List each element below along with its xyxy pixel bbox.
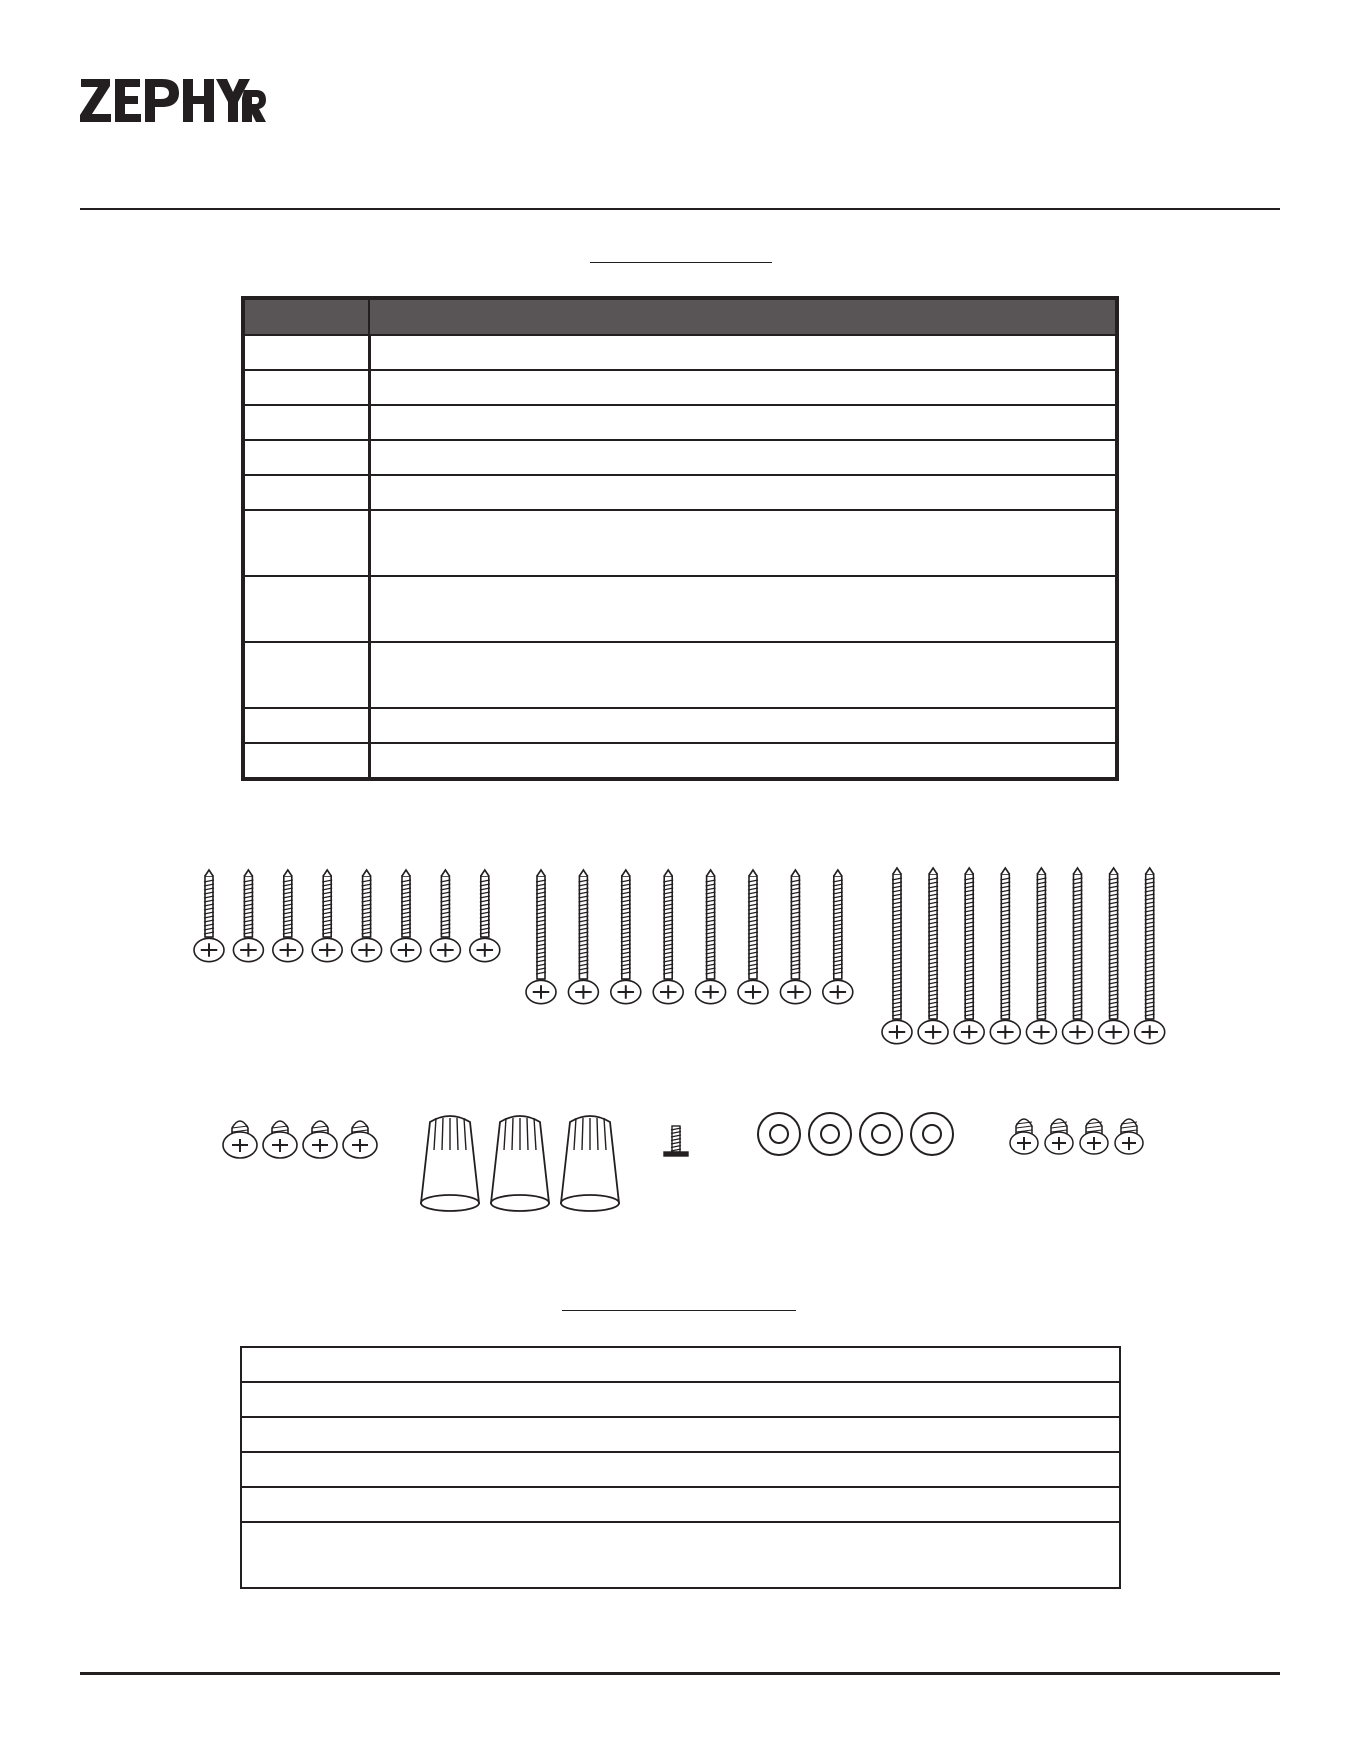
- washer-icon: [758, 1113, 800, 1155]
- phillips-screw-icon: [391, 870, 421, 962]
- ground-screw-icon: [664, 1126, 688, 1156]
- hardware-illustration: [0, 860, 1361, 1240]
- phillips-screw-icon: [1135, 868, 1165, 1044]
- phillips-screw-icon: [263, 1121, 297, 1158]
- washer-icon: [911, 1113, 953, 1155]
- slotted-screw-icon: [1045, 1119, 1073, 1154]
- phillips-screw-icon: [611, 870, 641, 1004]
- specs-table-row: [241, 1487, 1120, 1522]
- phillips-screw-icon: [312, 870, 342, 962]
- part-description-cell: [369, 405, 1117, 440]
- phillips-screw-icon: [780, 870, 810, 1004]
- part-label-cell: [243, 642, 369, 708]
- part-description-cell: [369, 335, 1117, 370]
- spec-value-cell: [241, 1487, 1120, 1522]
- part-description-cell: [369, 576, 1117, 642]
- washer-icon: [860, 1113, 902, 1155]
- part-label-cell: [243, 708, 369, 743]
- phillips-screw-icon: [696, 870, 726, 1004]
- part-label-cell: [243, 475, 369, 510]
- part-label-cell: [243, 743, 369, 779]
- spec-value-cell: [241, 1417, 1120, 1452]
- specs-table-row: [241, 1347, 1120, 1382]
- part-description-cell: [369, 510, 1117, 576]
- wire-nut-icon: [491, 1116, 549, 1211]
- parts-heading-underline: [590, 262, 772, 263]
- phillips-screw-icon: [1026, 868, 1056, 1044]
- specs-table-row: [241, 1382, 1120, 1417]
- parts-table-row: [243, 510, 1117, 576]
- phillips-screw-icon: [653, 870, 683, 1004]
- parts-table-row: [243, 475, 1117, 510]
- phillips-screw-icon: [568, 870, 598, 1004]
- phillips-screw-icon: [526, 870, 556, 1004]
- slotted-screw-icon: [1010, 1119, 1038, 1154]
- part-description-cell: [369, 708, 1117, 743]
- part-label-cell: [243, 576, 369, 642]
- parts-table-row: [243, 370, 1117, 405]
- phillips-screw-icon: [1063, 868, 1093, 1044]
- phillips-screw-icon: [990, 868, 1020, 1044]
- phillips-screw-icon: [918, 868, 948, 1044]
- part-description-cell: [369, 642, 1117, 708]
- phillips-screw-icon: [343, 1121, 377, 1158]
- specs-table-row: [241, 1452, 1120, 1487]
- parts-table-header: [243, 298, 1117, 335]
- specs-heading-underline: [562, 1310, 796, 1311]
- parts-header-cell: [243, 298, 369, 335]
- washer-icon: [809, 1113, 851, 1155]
- spec-value-cell: [241, 1522, 1120, 1588]
- specs-table-row: [241, 1417, 1120, 1452]
- part-label-cell: [243, 405, 369, 440]
- parts-table-row: [243, 642, 1117, 708]
- part-label-cell: [243, 335, 369, 370]
- part-description-cell: [369, 743, 1117, 779]
- slotted-screw-icon: [1080, 1119, 1108, 1154]
- wire-nut-icon: [561, 1116, 619, 1211]
- parts-table-row: [243, 743, 1117, 779]
- phillips-screw-icon: [1099, 868, 1129, 1044]
- phillips-screw-icon: [194, 870, 224, 962]
- phillips-screw-icon: [352, 870, 382, 962]
- part-description-cell: [369, 475, 1117, 510]
- parts-table-row: [243, 335, 1117, 370]
- phillips-screw-icon: [738, 870, 768, 1004]
- footer-rule: [80, 1672, 1280, 1675]
- header-rule: [80, 208, 1280, 210]
- phillips-screw-icon: [430, 870, 460, 962]
- specs-table-row: [241, 1522, 1120, 1588]
- wire-nut-icon: [421, 1116, 479, 1211]
- part-label-cell: [243, 440, 369, 475]
- parts-table-row: [243, 576, 1117, 642]
- parts-table: [241, 296, 1119, 781]
- slotted-screw-icon: [1115, 1119, 1143, 1154]
- zephyr-logo: [80, 76, 266, 124]
- part-description-cell: [369, 370, 1117, 405]
- phillips-screw-icon: [303, 1121, 337, 1158]
- phillips-screw-icon: [470, 870, 500, 962]
- specs-table: [240, 1346, 1121, 1589]
- phillips-screw-icon: [882, 868, 912, 1044]
- phillips-screw-icon: [273, 870, 303, 962]
- phillips-screw-icon: [233, 870, 263, 962]
- parts-table-row: [243, 708, 1117, 743]
- spec-value-cell: [241, 1382, 1120, 1417]
- parts-table-row: [243, 405, 1117, 440]
- part-description-cell: [369, 440, 1117, 475]
- parts-table-row: [243, 440, 1117, 475]
- parts-header-cell: [369, 298, 1117, 335]
- part-label-cell: [243, 370, 369, 405]
- spec-value-cell: [241, 1452, 1120, 1487]
- spec-value-cell: [241, 1347, 1120, 1382]
- part-label-cell: [243, 510, 369, 576]
- phillips-screw-icon: [823, 870, 853, 1004]
- phillips-screw-icon: [954, 868, 984, 1044]
- phillips-screw-icon: [223, 1121, 257, 1158]
